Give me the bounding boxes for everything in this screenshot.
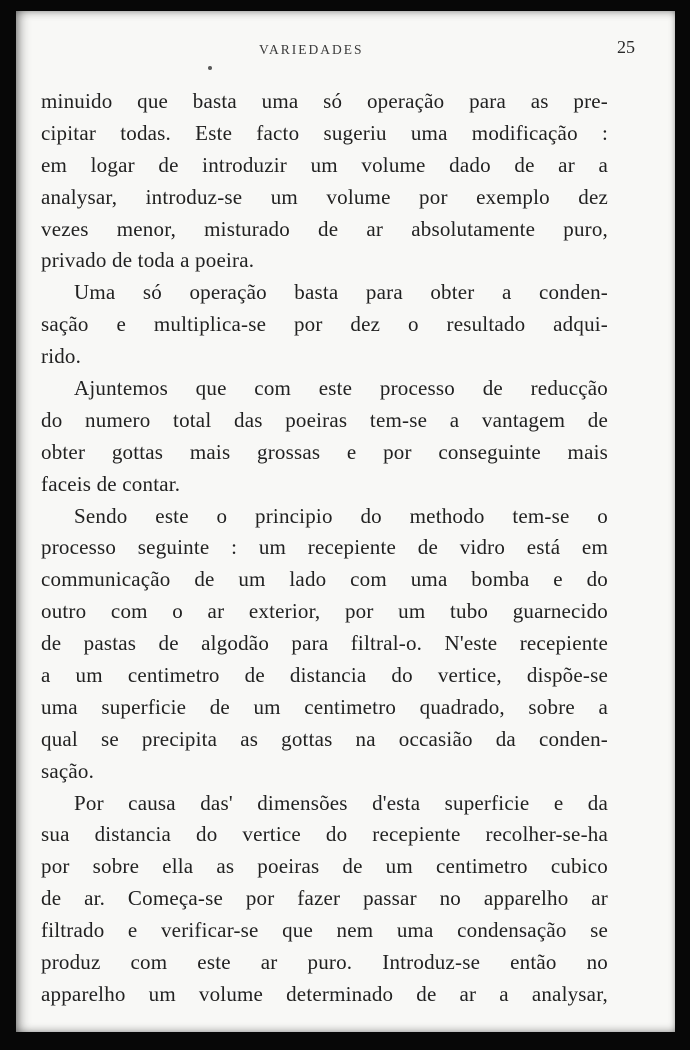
text-line: qual se precipita as gottas na occasião da conden- bbox=[41, 726, 608, 751]
text-line: apparelho um volume determinado de ar a analysar, bbox=[41, 981, 608, 1006]
text-line: uma superficie de um centimetro quadrado, sobre a bbox=[41, 694, 608, 719]
text-line: do numero total das poeiras tem-se a vantagem de bbox=[41, 407, 608, 432]
scan-artifact-dot bbox=[208, 66, 212, 70]
text-line: communicação de um lado com uma bomba e do bbox=[41, 567, 608, 592]
text-line: Sendo este o principio do methodo tem-se o bbox=[74, 503, 608, 528]
text-line: em logar de introduzir um volume dado de ar a bbox=[41, 152, 608, 177]
text-line: produz com este ar puro. Introduz-se então no bbox=[41, 950, 608, 975]
book-page bbox=[16, 11, 675, 1032]
text-line: de ar. Começa-se por fazer passar no apparelho ar bbox=[41, 886, 608, 911]
text-line: outro com o ar exterior, por um tubo guarnecido bbox=[41, 599, 608, 624]
page-body bbox=[41, 86, 608, 1011]
text-line: vezes menor, misturado de ar absolutamente puro, bbox=[41, 216, 608, 241]
text-line: sação. bbox=[41, 758, 95, 783]
text-line: Ajuntemos que com este processo de reducção bbox=[74, 376, 608, 401]
text-line: obter gottas mais grossas e por conseguinte mais bbox=[41, 439, 608, 464]
running-title: VARIEDADES bbox=[259, 42, 364, 57]
text-line: Uma só operação basta para obter a conden- bbox=[74, 280, 608, 305]
text-line: processo seguinte : um recepiente de vidro está em bbox=[41, 535, 608, 560]
page-number: 25 bbox=[617, 37, 635, 57]
text-line: de pastas de algodão para filtral-o. N'este recepiente bbox=[41, 631, 608, 656]
text-line: rido. bbox=[41, 344, 82, 369]
text-line: privado de toda a poeira. bbox=[41, 248, 255, 273]
text-line: por sobre ella as poeiras de um centimetro cubico bbox=[41, 854, 608, 879]
text-line: faceis de contar. bbox=[41, 471, 181, 496]
text-line: sua distancia do vertice do recepiente recolher-se-ha bbox=[41, 822, 608, 847]
text-line: minuido que basta uma só operação para as pre- bbox=[41, 89, 608, 113]
text-line: a um centimetro de distancia do vertice, dispõe-se bbox=[41, 663, 608, 688]
text-line: filtrado e verificar-se que nem uma condensação se bbox=[41, 918, 608, 943]
text-line: analysar, introduz-se um volume por exemplo dez bbox=[41, 184, 608, 209]
text-line: cipitar todas. Este facto sugeriu uma modificação : bbox=[41, 120, 608, 145]
text-line: Por causa das' dimensões d'esta superficie e da bbox=[74, 790, 608, 815]
text-line: sação e multiplica-se por dez o resultado adqui- bbox=[41, 312, 608, 337]
